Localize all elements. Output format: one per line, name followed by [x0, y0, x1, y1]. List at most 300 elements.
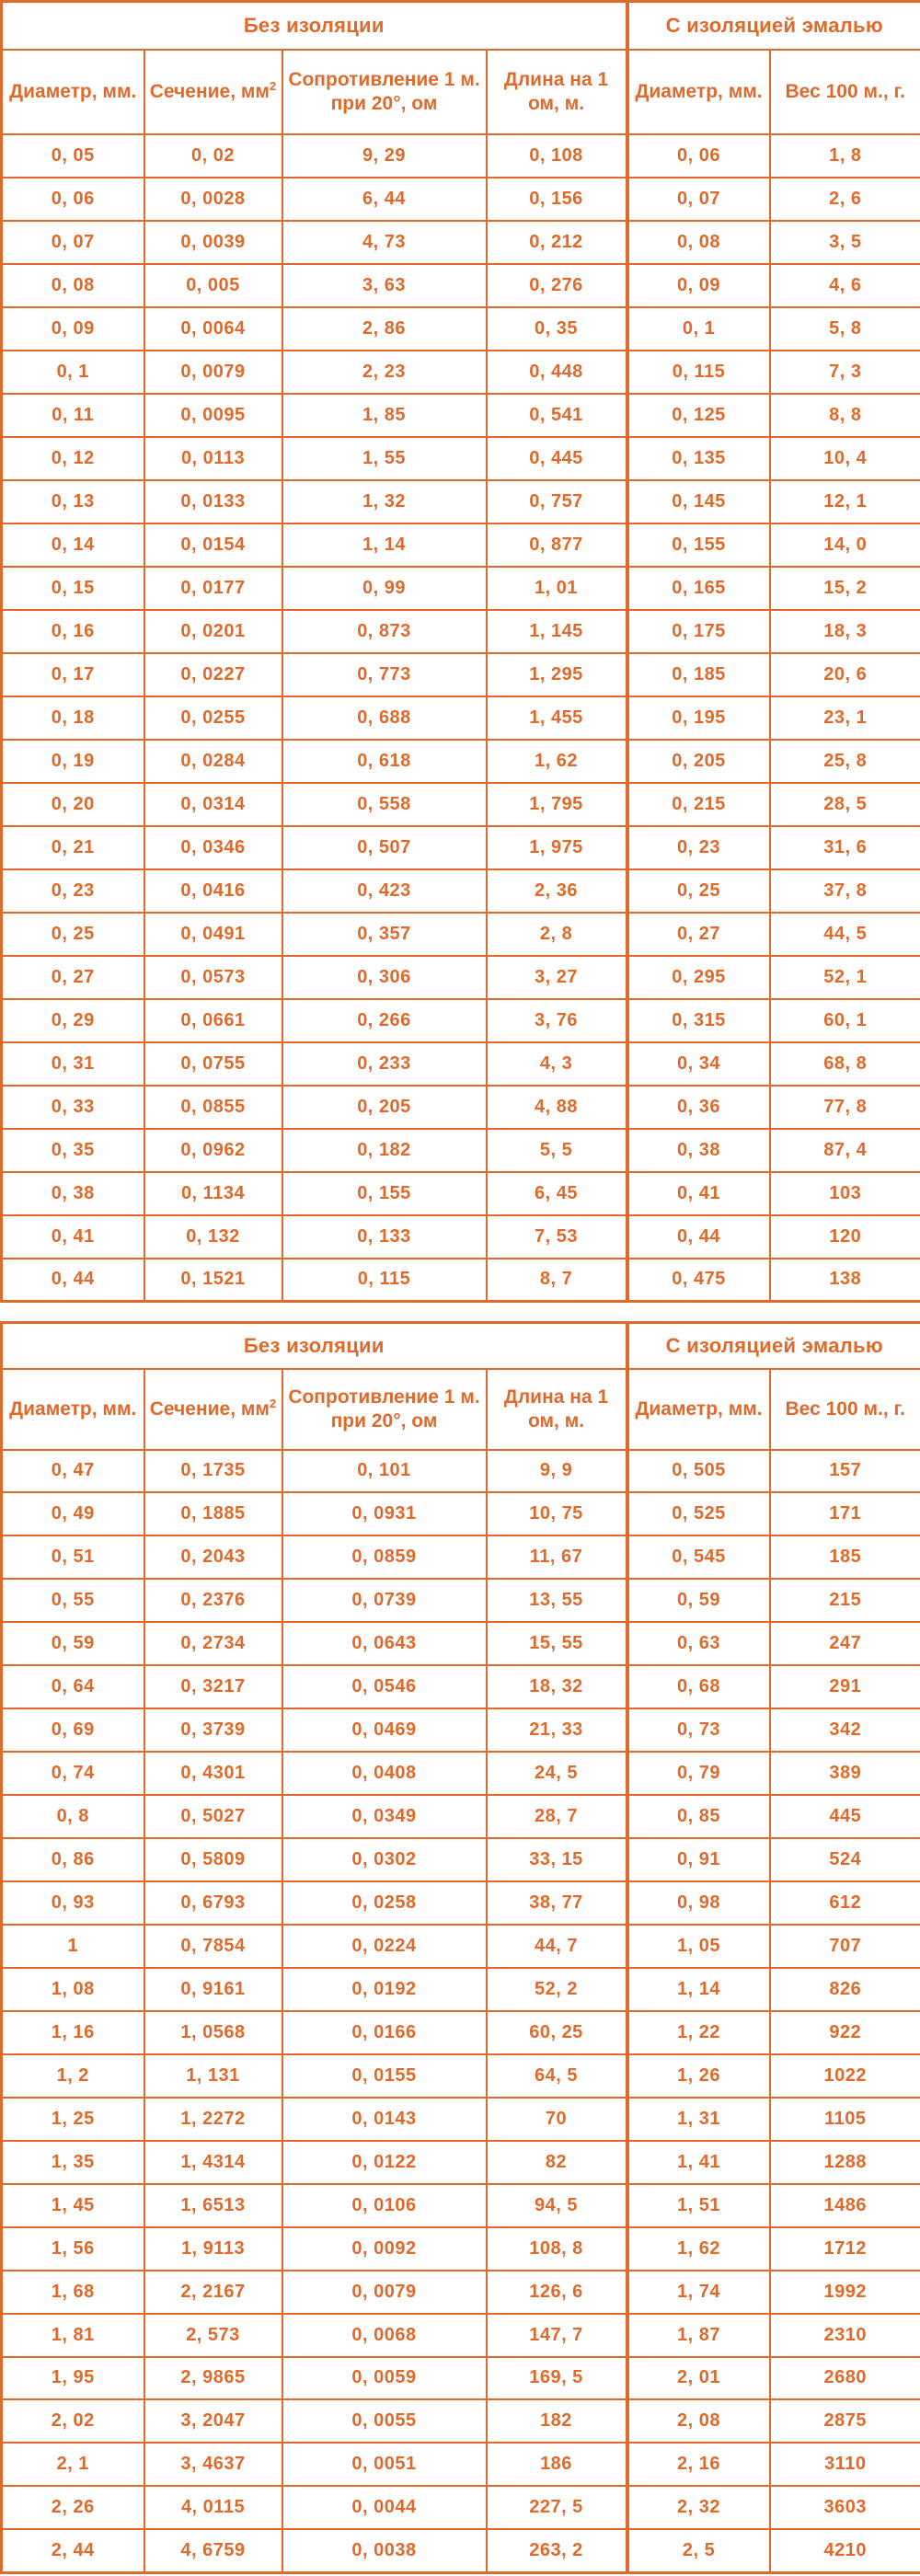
- cell-length: 0, 877: [487, 523, 627, 567]
- cell-weight: 20, 6: [770, 653, 920, 696]
- cell-resistance: 0, 558: [282, 783, 487, 826]
- cell-diameter: 1, 95: [2, 2357, 144, 2400]
- table-row: [2, 740, 920, 783]
- cell-resistance: 0, 0302: [282, 1838, 487, 1881]
- cell-section: 0, 0039: [144, 221, 282, 264]
- cell-section: 1, 9113: [144, 2227, 282, 2271]
- cell-diameter-enamel: 0, 59: [627, 1579, 770, 1622]
- cell-diameter: 0, 69: [2, 1708, 144, 1752]
- cell-length: 1, 295: [487, 653, 627, 696]
- cell-resistance: 9, 29: [282, 134, 487, 178]
- cell-diameter-enamel: 0, 155: [627, 523, 770, 567]
- table-row: [2, 1579, 920, 1622]
- cell-section: 0, 0064: [144, 307, 282, 351]
- cell-diameter-enamel: 0, 215: [627, 783, 770, 826]
- group-header-bare: Без изоляции: [2, 2, 627, 50]
- cell-length: 21, 33: [487, 1708, 627, 1752]
- cell-diameter: 0, 74: [2, 1752, 144, 1795]
- cell-length: 108, 8: [487, 2227, 627, 2271]
- cell-resistance: 2, 23: [282, 351, 487, 394]
- cell-resistance: 1, 14: [282, 523, 487, 567]
- cell-section: 0, 0028: [144, 178, 282, 221]
- cell-resistance: 0, 0092: [282, 2227, 487, 2271]
- cell-diameter-enamel: 0, 44: [627, 1215, 770, 1259]
- cell-diameter: 0, 25: [2, 913, 144, 956]
- cell-diameter: 0, 21: [2, 826, 144, 869]
- column-header-diameter: Диаметр, мм.: [2, 1369, 144, 1450]
- cell-length: 9, 9: [487, 1450, 627, 1493]
- cell-length: 2, 36: [487, 869, 627, 913]
- cell-length: 1, 62: [487, 740, 627, 783]
- table-row: [2, 2098, 920, 2141]
- cell-length: 3, 76: [487, 999, 627, 1042]
- cell-diameter: 2, 02: [2, 2399, 144, 2443]
- cell-resistance: 0, 507: [282, 826, 487, 869]
- cell-diameter-enamel: 1, 22: [627, 2011, 770, 2054]
- cell-diameter: 1, 56: [2, 2227, 144, 2271]
- cell-weight: 389: [770, 1752, 920, 1795]
- cell-section: 0, 3739: [144, 1708, 282, 1752]
- cell-diameter: 2, 26: [2, 2486, 144, 2529]
- cell-diameter: 0, 33: [2, 1086, 144, 1129]
- table-row: [2, 394, 920, 437]
- cell-resistance: 0, 688: [282, 696, 487, 740]
- cell-length: 52, 2: [487, 1968, 627, 2011]
- cell-resistance: 4, 73: [282, 221, 487, 264]
- cell-resistance: 0, 0859: [282, 1535, 487, 1579]
- cell-length: 33, 15: [487, 1838, 627, 1881]
- cell-length: 6, 45: [487, 1172, 627, 1215]
- cell-resistance: 0, 0349: [282, 1795, 487, 1838]
- cell-section: 0, 1735: [144, 1450, 282, 1493]
- cell-diameter-enamel: 0, 175: [627, 610, 770, 653]
- cell-diameter-enamel: 0, 1: [627, 307, 770, 351]
- cell-section: 0, 0416: [144, 869, 282, 913]
- table-row: [2, 783, 920, 826]
- cell-diameter-enamel: 1, 26: [627, 2054, 770, 2098]
- cell-diameter: 0, 8: [2, 1795, 144, 1838]
- cell-weight: 612: [770, 1881, 920, 1925]
- cell-weight: 31, 6: [770, 826, 920, 869]
- cell-diameter-enamel: 0, 98: [627, 1881, 770, 1925]
- cell-resistance: 0, 0166: [282, 2011, 487, 2054]
- table-row: [2, 2314, 920, 2357]
- cell-resistance: 0, 0038: [282, 2529, 487, 2572]
- cell-diameter: 0, 93: [2, 1881, 144, 1925]
- cell-weight: 1022: [770, 2054, 920, 2098]
- cell-section: 0, 1885: [144, 1492, 282, 1535]
- table-row: [2, 1795, 920, 1838]
- cell-diameter: 0, 06: [2, 178, 144, 221]
- cell-length: 0, 448: [487, 351, 627, 394]
- cell-weight: 12, 1: [770, 480, 920, 523]
- cell-diameter-enamel: 1, 41: [627, 2141, 770, 2184]
- cell-section: 0, 6793: [144, 1881, 282, 1925]
- cell-diameter: 1, 81: [2, 2314, 144, 2357]
- group-header-row: [2, 1323, 920, 1369]
- cell-diameter: 0, 64: [2, 1665, 144, 1708]
- cell-section: 0, 0201: [144, 610, 282, 653]
- cell-diameter: 0, 41: [2, 1215, 144, 1259]
- table-row: [2, 1492, 920, 1535]
- cell-diameter-enamel: 0, 295: [627, 956, 770, 999]
- cell-weight: 3, 5: [770, 221, 920, 264]
- table-row: [2, 869, 920, 913]
- table-row: [2, 956, 920, 999]
- cell-diameter: 0, 31: [2, 1042, 144, 1086]
- cell-diameter: 0, 47: [2, 1450, 144, 1493]
- cell-diameter-enamel: 0, 06: [627, 134, 770, 178]
- cell-length: 11, 67: [487, 1535, 627, 1579]
- cell-resistance: 0, 205: [282, 1086, 487, 1129]
- cell-section: 0, 5809: [144, 1838, 282, 1881]
- column-header-row: [2, 1369, 920, 1450]
- cell-diameter: 0, 55: [2, 1579, 144, 1622]
- cell-weight: 60, 1: [770, 999, 920, 1042]
- cell-weight: 3110: [770, 2443, 920, 2486]
- column-header-diameter-enamel: Диаметр, мм.: [627, 1369, 770, 1450]
- cell-section: 2, 573: [144, 2314, 282, 2357]
- cell-section: 0, 1521: [144, 1259, 282, 1302]
- cell-diameter: 0, 15: [2, 567, 144, 610]
- cell-section: 0, 9161: [144, 1968, 282, 2011]
- cell-resistance: 0, 618: [282, 740, 487, 783]
- table-row: [2, 826, 920, 869]
- cell-diameter-enamel: 1, 14: [627, 1968, 770, 2011]
- cell-resistance: 0, 182: [282, 1129, 487, 1172]
- table-row: [2, 999, 920, 1042]
- table-row: [2, 178, 920, 221]
- cell-resistance: 0, 0643: [282, 1622, 487, 1665]
- cell-section: 1, 4314: [144, 2141, 282, 2184]
- cell-resistance: 1, 85: [282, 394, 487, 437]
- table-row: [2, 1881, 920, 1925]
- cell-diameter-enamel: 0, 91: [627, 1838, 770, 1881]
- cell-resistance: 0, 423: [282, 869, 487, 913]
- table-row: [2, 1129, 920, 1172]
- cell-section: 0, 132: [144, 1215, 282, 1259]
- cell-section: 0, 0346: [144, 826, 282, 869]
- cell-length: 8, 7: [487, 1259, 627, 1302]
- cell-diameter-enamel: 2, 16: [627, 2443, 770, 2486]
- cell-length: 1, 975: [487, 826, 627, 869]
- cell-weight: 1105: [770, 2098, 920, 2141]
- column-header-section-sup: 2: [269, 1396, 277, 1410]
- cell-weight: 1992: [770, 2271, 920, 2314]
- cell-section: 4, 6759: [144, 2529, 282, 2572]
- cell-resistance: 0, 0044: [282, 2486, 487, 2529]
- cell-resistance: 0, 306: [282, 956, 487, 999]
- table-row: [2, 480, 920, 523]
- cell-weight: 68, 8: [770, 1042, 920, 1086]
- cell-resistance: 0, 99: [282, 567, 487, 610]
- cell-weight: 52, 1: [770, 956, 920, 999]
- cell-weight: 826: [770, 1968, 920, 2011]
- table-row: [2, 307, 920, 351]
- cell-diameter: 0, 35: [2, 1129, 144, 1172]
- cell-weight: 77, 8: [770, 1086, 920, 1129]
- cell-diameter: 1, 25: [2, 2098, 144, 2141]
- cell-diameter: 1, 68: [2, 2271, 144, 2314]
- cell-section: 0, 0113: [144, 437, 282, 480]
- table-row: [2, 1172, 920, 1215]
- column-header-diameter-enamel: Диаметр, мм.: [627, 50, 770, 134]
- table-row: [2, 653, 920, 696]
- cell-section: 0, 0855: [144, 1086, 282, 1129]
- table-row: [2, 1259, 920, 1302]
- cell-length: 24, 5: [487, 1752, 627, 1795]
- group-header-row: [2, 2, 920, 50]
- cell-section: 0, 0079: [144, 351, 282, 394]
- table-row: [2, 2486, 920, 2529]
- cell-diameter-enamel: 0, 525: [627, 1492, 770, 1535]
- cell-diameter: 0, 17: [2, 653, 144, 696]
- table-row: [2, 2357, 920, 2400]
- cell-diameter: 1, 35: [2, 2141, 144, 2184]
- cell-length: 1, 455: [487, 696, 627, 740]
- cell-diameter-enamel: 0, 125: [627, 394, 770, 437]
- cell-weight: 291: [770, 1665, 920, 1708]
- cell-resistance: 0, 0931: [282, 1492, 487, 1535]
- table-row: [2, 2443, 920, 2486]
- cell-resistance: 1, 32: [282, 480, 487, 523]
- table-row: [2, 1535, 920, 1579]
- cell-section: 0, 0962: [144, 1129, 282, 1172]
- column-header-resistance: Сопротивление 1 м. при 20°, ом: [282, 50, 487, 134]
- cell-diameter-enamel: 0, 07: [627, 178, 770, 221]
- cell-length: 60, 25: [487, 2011, 627, 2054]
- cell-weight: 87, 4: [770, 1129, 920, 1172]
- table-row: [2, 1708, 920, 1752]
- table-row: [2, 264, 920, 307]
- cell-length: 15, 55: [487, 1622, 627, 1665]
- cell-diameter-enamel: 0, 25: [627, 869, 770, 913]
- cell-resistance: 0, 0224: [282, 1925, 487, 1968]
- column-header-row: [2, 50, 920, 134]
- cell-resistance: 0, 0258: [282, 1881, 487, 1925]
- cell-length: 0, 541: [487, 394, 627, 437]
- cell-weight: 2310: [770, 2314, 920, 2357]
- table-row: [2, 1665, 920, 1708]
- cell-diameter-enamel: 0, 79: [627, 1752, 770, 1795]
- cell-resistance: 0, 0055: [282, 2399, 487, 2443]
- cell-diameter: 0, 23: [2, 869, 144, 913]
- column-header-section: [144, 1369, 282, 1450]
- cell-section: 0, 005: [144, 264, 282, 307]
- cell-section: 0, 2734: [144, 1622, 282, 1665]
- cell-diameter-enamel: 0, 38: [627, 1129, 770, 1172]
- cell-section: 0, 4301: [144, 1752, 282, 1795]
- cell-resistance: 0, 133: [282, 1215, 487, 1259]
- table-row: [2, 437, 920, 480]
- cell-weight: 4, 6: [770, 264, 920, 307]
- table-row: [2, 2271, 920, 2314]
- cell-resistance: 0, 233: [282, 1042, 487, 1086]
- table-row: [2, 1622, 920, 1665]
- table-row: [2, 1086, 920, 1129]
- cell-weight: 185: [770, 1535, 920, 1579]
- cell-length: 1, 145: [487, 610, 627, 653]
- cell-diameter: 0, 49: [2, 1492, 144, 1535]
- cell-diameter-enamel: 0, 505: [627, 1450, 770, 1493]
- cell-weight: 138: [770, 1259, 920, 1302]
- table-row: [2, 351, 920, 394]
- cell-diameter: 0, 19: [2, 740, 144, 783]
- cell-diameter-enamel: 0, 315: [627, 999, 770, 1042]
- cell-section: 0, 1134: [144, 1172, 282, 1215]
- cell-weight: 44, 5: [770, 913, 920, 956]
- cell-diameter: 1, 2: [2, 2054, 144, 2098]
- cell-weight: 103: [770, 1172, 920, 1215]
- cell-diameter: 1, 16: [2, 2011, 144, 2054]
- cell-diameter-enamel: 2, 5: [627, 2529, 770, 2572]
- column-header-section: [144, 50, 282, 134]
- cell-diameter: 0, 29: [2, 999, 144, 1042]
- table-body: [2, 134, 920, 1302]
- table-row: [2, 1042, 920, 1086]
- cell-weight: 215: [770, 1579, 920, 1622]
- cell-length: 0, 757: [487, 480, 627, 523]
- table-row: [2, 1838, 920, 1881]
- cell-diameter-enamel: 0, 205: [627, 740, 770, 783]
- cell-diameter: 0, 18: [2, 696, 144, 740]
- cell-length: 4, 88: [487, 1086, 627, 1129]
- cell-diameter-enamel: 1, 31: [627, 2098, 770, 2141]
- cell-diameter-enamel: 1, 05: [627, 1925, 770, 1968]
- cell-section: 3, 4637: [144, 2443, 282, 2486]
- cell-length: 147, 7: [487, 2314, 627, 2357]
- cell-diameter-enamel: 0, 165: [627, 567, 770, 610]
- cell-section: 1, 131: [144, 2054, 282, 2098]
- cell-diameter-enamel: 0, 41: [627, 1172, 770, 1215]
- cell-section: 0, 0133: [144, 480, 282, 523]
- cell-weight: 2680: [770, 2357, 920, 2400]
- cell-section: 0, 5027: [144, 1795, 282, 1838]
- table-row: [2, 2011, 920, 2054]
- cell-diameter: 0, 44: [2, 1259, 144, 1302]
- cell-weight: 1, 8: [770, 134, 920, 178]
- cell-weight: 2, 6: [770, 178, 920, 221]
- cell-diameter: 2, 1: [2, 2443, 144, 2486]
- table-row: [2, 221, 920, 264]
- cell-length: 186: [487, 2443, 627, 2486]
- cell-weight: 171: [770, 1492, 920, 1535]
- cell-diameter: 0, 20: [2, 783, 144, 826]
- cell-weight: 342: [770, 1708, 920, 1752]
- cell-resistance: 0, 0469: [282, 1708, 487, 1752]
- cell-weight: 18, 3: [770, 610, 920, 653]
- cell-length: 1, 795: [487, 783, 627, 826]
- table-row: [2, 1215, 920, 1259]
- cell-length: 4, 3: [487, 1042, 627, 1086]
- cell-resistance: 0, 0739: [282, 1579, 487, 1622]
- cell-resistance: 0, 101: [282, 1450, 487, 1493]
- cell-length: 263, 2: [487, 2529, 627, 2572]
- table-row: [2, 567, 920, 610]
- cell-section: 1, 6513: [144, 2184, 282, 2227]
- cell-section: 0, 0095: [144, 394, 282, 437]
- cell-resistance: 0, 0106: [282, 2184, 487, 2227]
- cell-length: 94, 5: [487, 2184, 627, 2227]
- table-row: [2, 913, 920, 956]
- group-header-bare: Без изоляции: [2, 1323, 627, 1369]
- cell-weight: 8, 8: [770, 394, 920, 437]
- cell-weight: 922: [770, 2011, 920, 2054]
- cell-diameter: 2, 44: [2, 2529, 144, 2572]
- cell-weight: 247: [770, 1622, 920, 1665]
- column-header-weight: Вес 100 м., г.: [770, 1369, 920, 1450]
- table-row: [2, 2054, 920, 2098]
- cell-section: 2, 9865: [144, 2357, 282, 2400]
- cell-weight: 524: [770, 1838, 920, 1881]
- cell-diameter: 0, 16: [2, 610, 144, 653]
- cell-diameter-enamel: 0, 23: [627, 826, 770, 869]
- cell-resistance: 0, 115: [282, 1259, 487, 1302]
- cell-diameter-enamel: 0, 09: [627, 264, 770, 307]
- cell-diameter: 0, 11: [2, 394, 144, 437]
- table-row: [2, 1925, 920, 1968]
- cell-length: 38, 77: [487, 1881, 627, 1925]
- cell-diameter-enamel: 0, 545: [627, 1535, 770, 1579]
- cell-diameter: 0, 86: [2, 1838, 144, 1881]
- cell-section: 0, 0661: [144, 999, 282, 1042]
- cell-resistance: 0, 357: [282, 913, 487, 956]
- cell-resistance: 0, 0143: [282, 2098, 487, 2141]
- cell-weight: 1486: [770, 2184, 920, 2227]
- cell-resistance: 0, 0546: [282, 1665, 487, 1708]
- cell-section: 0, 0284: [144, 740, 282, 783]
- cell-diameter-enamel: 0, 115: [627, 351, 770, 394]
- cell-diameter: 0, 1: [2, 351, 144, 394]
- cell-resistance: 6, 44: [282, 178, 487, 221]
- cell-length: 13, 55: [487, 1579, 627, 1622]
- cell-length: 70: [487, 2098, 627, 2141]
- cell-section: 0, 0177: [144, 567, 282, 610]
- cell-weight: 14, 0: [770, 523, 920, 567]
- table-row: [2, 1968, 920, 2011]
- cell-diameter: 0, 13: [2, 480, 144, 523]
- cell-diameter: 0, 38: [2, 1172, 144, 1215]
- table-row: [2, 1450, 920, 1493]
- table-row: [2, 134, 920, 178]
- cell-weight: 707: [770, 1925, 920, 1968]
- cell-weight: 3603: [770, 2486, 920, 2529]
- cell-length: 0, 35: [487, 307, 627, 351]
- cell-section: 4, 0115: [144, 2486, 282, 2529]
- cell-length: 126, 6: [487, 2271, 627, 2314]
- cell-resistance: 0, 873: [282, 610, 487, 653]
- cell-length: 64, 5: [487, 2054, 627, 2098]
- cell-resistance: 0, 0122: [282, 2141, 487, 2184]
- cell-diameter: 0, 07: [2, 221, 144, 264]
- wire-table-2: [0, 1321, 920, 2574]
- cell-diameter-enamel: 0, 08: [627, 221, 770, 264]
- cell-length: 0, 276: [487, 264, 627, 307]
- group-header-enamel: С изоляцией эмалью: [627, 2, 920, 50]
- cell-weight: 37, 8: [770, 869, 920, 913]
- cell-diameter-enamel: 1, 87: [627, 2314, 770, 2357]
- cell-diameter-enamel: 0, 27: [627, 913, 770, 956]
- cell-weight: 28, 5: [770, 783, 920, 826]
- cell-length: 1, 01: [487, 567, 627, 610]
- table-row: [2, 2227, 920, 2271]
- group-header-enamel: С изоляцией эмалью: [627, 1323, 920, 1369]
- cell-length: 10, 75: [487, 1492, 627, 1535]
- cell-weight: 10, 4: [770, 437, 920, 480]
- cell-diameter: 0, 09: [2, 307, 144, 351]
- cell-section: 0, 0314: [144, 783, 282, 826]
- cell-resistance: 0, 773: [282, 653, 487, 696]
